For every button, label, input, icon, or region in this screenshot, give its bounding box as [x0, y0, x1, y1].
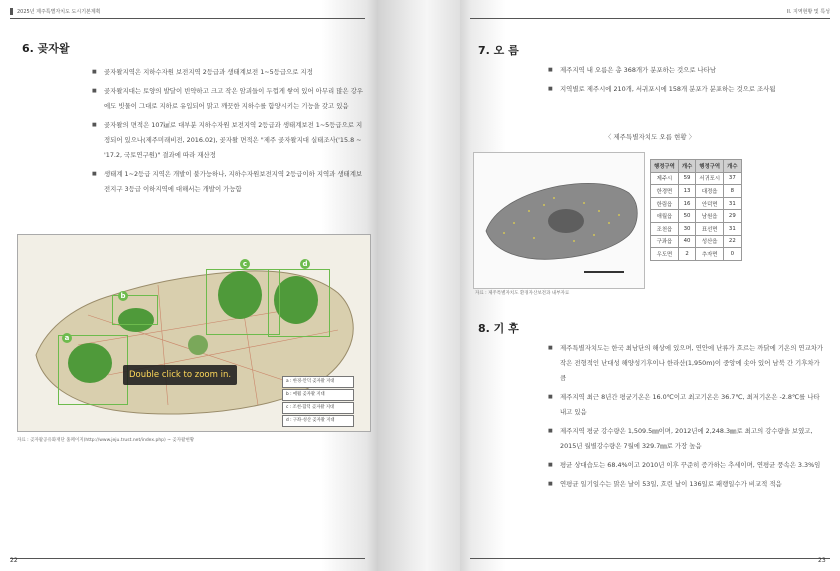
climate-bullets — [548, 341, 824, 496]
bullet-item: ■ 연평균 일기일수는 맑은 날이 53일, 흐린 날이 136일로 패랭일수가 비교적 적음 — [548, 477, 824, 492]
footer-line — [470, 558, 830, 559]
jeju-oreum-map — [474, 153, 644, 288]
gotjawal-bullets — [92, 65, 368, 201]
legend-item: d : 구좌-성산 곶자왈 지대 — [282, 415, 354, 427]
header-tick — [10, 8, 13, 15]
table-cell: 13 — [678, 185, 695, 198]
section-title-climate: 8. 기 후 — [478, 322, 519, 335]
section-title-oreum: 7. 오 름 — [478, 44, 519, 57]
table-cell: 조천읍 — [651, 222, 679, 235]
table-cell: 성산읍 — [696, 235, 724, 248]
oreum-map[interactable] — [473, 152, 645, 289]
table-row — [651, 185, 742, 198]
page-number-left: 22 — [10, 557, 18, 564]
table-cell: 0 — [724, 248, 741, 261]
table-row — [651, 172, 742, 185]
bullet-item: ■ 생태계 1~2등급 지역은 개발이 불가능하나, 지하수자원보전지역 2등급이하 지역과 생태계보전지구 3등급 이하지역에 대해서는 개발이 가능함 — [92, 167, 368, 197]
table-cell: 31 — [724, 222, 741, 235]
bullet-item: ■ 곶자왈지역은 지하수자원 보전지역 2등급과 생태계보전 1~5등급으로 지정 — [92, 65, 368, 80]
table-row — [651, 210, 742, 223]
region-label-c: c — [240, 259, 250, 269]
table-cell: 40 — [678, 235, 695, 248]
table-row — [651, 248, 742, 261]
table-row — [651, 222, 742, 235]
table-cell: 표선면 — [696, 222, 724, 235]
table-cell: 한림읍 — [651, 197, 679, 210]
map-source: 자료 : 곶자왈공유화재단 홈페이지(http://www.jeju.trust.net/index.php) ~ 곶자왈현황 — [17, 438, 195, 443]
bullet-item: ■ 제주특별자치도는 한국 최남단의 해상에 있으며, 연안에 난류가 흐르는 까닭에 기온의 연교차가 작은 전형적인 난대성 해양성기후이나 한라산(1,950m)이 중앙에 솟아 있어 남북 간 기후차가 큼 — [548, 341, 824, 386]
page-number-right: 23 — [818, 557, 826, 564]
table-cell: 구좌읍 — [651, 235, 679, 248]
zoom-tooltip[interactable]: Double click to zoom in. — [123, 365, 237, 385]
running-header-text: 2025년 제주특별자치도 도시기본계획 — [17, 9, 101, 15]
table-row — [651, 197, 742, 210]
table-cell: 30 — [678, 222, 695, 235]
table-header: 개수 — [678, 160, 695, 173]
table-header-row — [651, 160, 742, 173]
bullet-item: ■ 제주지역 내 오름은 총 368개가 분포하는 것으로 나타남 — [548, 63, 830, 78]
table-cell: 우도면 — [651, 248, 679, 261]
book-gutter — [378, 0, 460, 571]
table-cell: 29 — [724, 210, 741, 223]
table-cell: 59 — [678, 172, 695, 185]
running-header-text: II. 지역현황 및 특성 — [786, 9, 830, 15]
bullet-item: ■ 곶자왈의 면적은 107㎢로 대부분 지하수자원 보전지역 2등급과 생태계보전 1~5등급으로 지정되어 있으나(제주미래비전, 2016.02), 곶자왈 면적은 "제주 곶자왈지대 실태조사('15.8 ~ '17.2, 국토연구원)" 결과에 따라 재산정 — [92, 118, 368, 163]
table-header: 개수 — [724, 160, 741, 173]
footer-line — [10, 558, 365, 559]
table-header: 행정구역 — [696, 160, 724, 173]
table-cell: 대정읍 — [696, 185, 724, 198]
table-cell: 제주시 — [651, 172, 679, 185]
region-d-box[interactable] — [268, 269, 330, 337]
table-cell: 남원읍 — [696, 210, 724, 223]
bullet-item: ■ 제주지역 평균 강수량은 1,509.5㎜이며, 2012년에 2,248.3㎜로 최고의 강수량을 보였고, 2015년 월별강수량은 7월에 329.7㎜로 가장 높음 — [548, 424, 824, 454]
region-a-box[interactable] — [58, 335, 128, 405]
table-source: 자료 : 제주특별자치도 환경자산보전과 내부자료 — [475, 291, 570, 296]
running-header-left — [10, 6, 365, 19]
table-cell: 37 — [724, 172, 741, 185]
table-cell: 추자면 — [696, 248, 724, 261]
table-cell: 50 — [678, 210, 695, 223]
region-label-a: a — [62, 333, 72, 343]
table-cell: 22 — [724, 235, 741, 248]
section-title-gotjawal: 6. 곶자왈 — [22, 42, 70, 55]
oreum-bullets — [548, 63, 830, 101]
table-cell: 8 — [724, 185, 741, 198]
figure-caption: 〈 제주특별자치도 오름 현황 〉 — [604, 133, 696, 141]
table-header: 행정구역 — [651, 160, 679, 173]
table-cell: 2 — [678, 248, 695, 261]
running-header-right — [470, 6, 830, 19]
map-legend — [282, 376, 354, 428]
left-page — [0, 0, 378, 571]
table-row — [651, 235, 742, 248]
bullet-item: ■ 곶자왈지대는 토양의 발달이 빈약하고 크고 작은 암괴들이 두껍게 쌓여 있어 아무리 많은 강우에도 빗물이 그대로 지하로 유입되어 맑고 깨끗한 지하수를 함양시키는 기능을 갖고 있음 — [92, 84, 368, 114]
table-cell: 애월읍 — [651, 210, 679, 223]
bullet-item: ■ 지역별로 제주시에 210개, 서귀포시에 158개 분포가 분포하는 것으로 조사됨 — [548, 82, 830, 97]
table-cell: 16 — [678, 197, 695, 210]
legend-item: a : 한경-안덕 곶자왈 지대 — [282, 376, 354, 388]
table-cell: 한경면 — [651, 185, 679, 198]
table-cell: 안덕면 — [696, 197, 724, 210]
region-label-d: d — [300, 259, 310, 269]
region-label-b: b — [118, 291, 128, 301]
oreum-table — [650, 159, 742, 261]
legend-item: b : 애월 곶자왈 지대 — [282, 389, 354, 401]
bullet-item: ■ 제주지역 최근 8년간 평균기온은 16.0℃이고 최고기온은 36.7℃, 최저기온은 -2.8℃를 나타내고 있음 — [548, 390, 824, 420]
table-cell: 31 — [724, 197, 741, 210]
table-cell: 서귀포시 — [696, 172, 724, 185]
bullet-item: ■ 평균 상대습도는 68.4%이고 2010년 이후 꾸준히 증가하는 추세이며, 연평균 풍속은 3.3%임 — [548, 458, 824, 473]
legend-item: c : 조천-함덕 곶자왈 지대 — [282, 402, 354, 414]
